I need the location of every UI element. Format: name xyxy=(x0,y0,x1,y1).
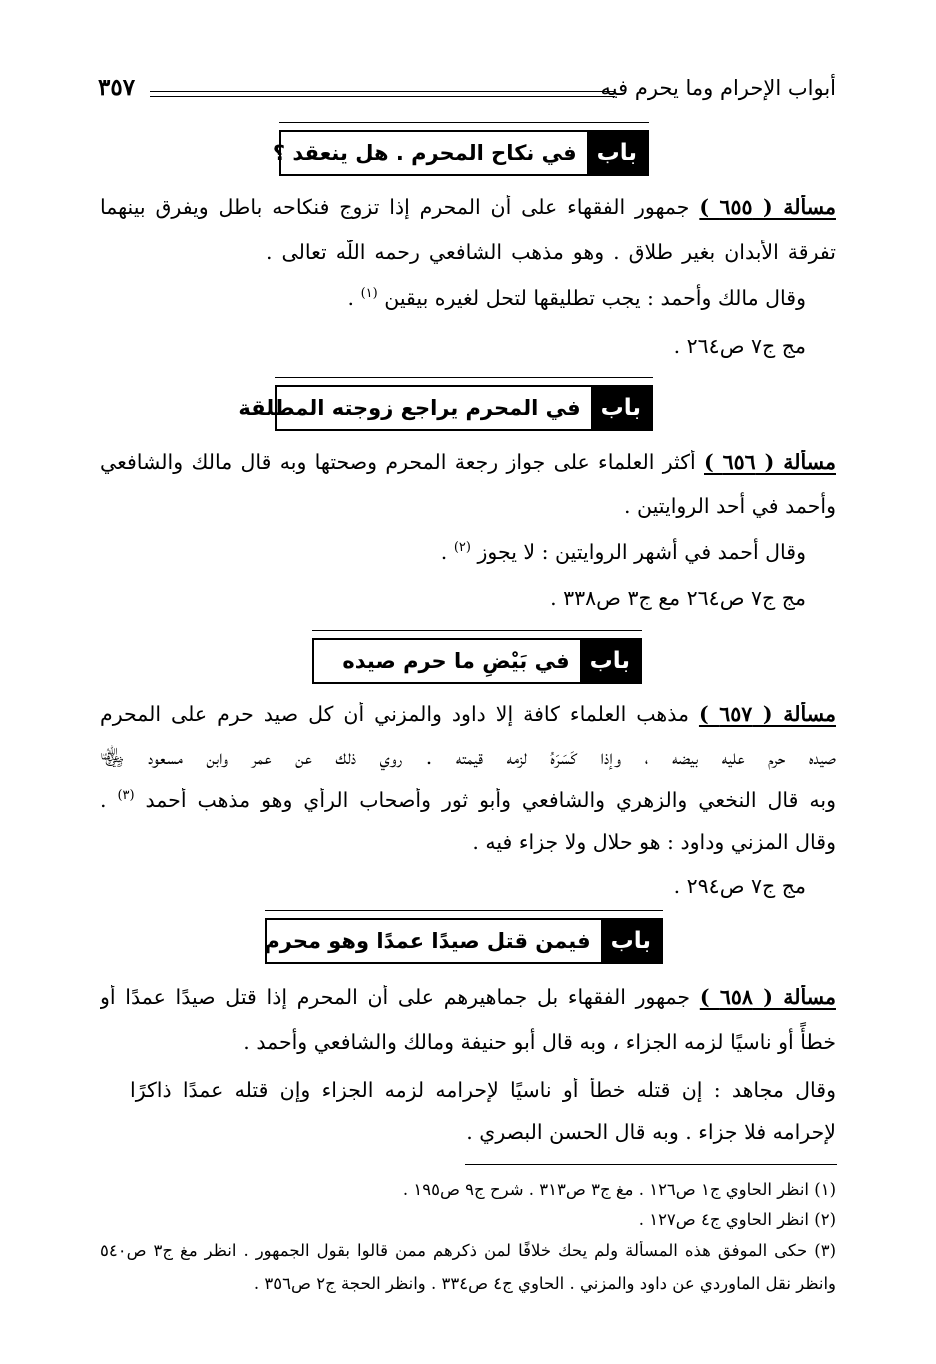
period: . xyxy=(440,540,448,564)
page-number: ٣٥٧ xyxy=(98,74,136,101)
text-segment: وقال أحمد في أشهر الروايتين : لا يجوز xyxy=(477,540,806,564)
chapter-heading-1 xyxy=(272,130,649,176)
masala-line xyxy=(100,195,836,229)
text-segment: مذهب العلماء كافة إلا داود والمزني أن كل صيد حرم على المحرم xyxy=(100,702,689,726)
masala-number: مسألة ( ٦٥٦ ) xyxy=(704,450,836,474)
text-line: تفرقة الأبدان بغير طلاق . وهو مذهب الشافعي رحمه اللّٰه تعالى . xyxy=(266,240,836,264)
chapter-title: في نكاح المحرم . هل ينعقد ؟ xyxy=(272,141,577,165)
chapter-label: باب xyxy=(601,920,661,962)
chapter-heading-box xyxy=(272,130,649,176)
chapter-heading-4 xyxy=(265,918,663,964)
chapter-title: في بَيْضِ ما حرم صيده xyxy=(342,649,570,673)
chapter-heading-3 xyxy=(312,638,642,684)
chapter-heading-rule xyxy=(275,377,653,378)
text-line xyxy=(100,788,836,822)
chapter-heading-2 xyxy=(238,385,653,431)
source-reference: مج ج٧ ص٢٦٤ . xyxy=(673,334,806,358)
text-segment: جمهور الفقهاء على أن المحرم إذا تزوج فنكاحه باطل ويفرق بينهما xyxy=(100,195,690,219)
text-line: لإحرامه فلا جزاء . وبه قال الحسن البصري . xyxy=(466,1120,836,1144)
chapter-title: فيمن قتل صيدًا عمدًا وهو محرم xyxy=(264,929,591,953)
footnote-2: (٢) انظر الحاوي ج٤ ص١٢٧ . xyxy=(638,1210,836,1229)
footnote-1: (١) انظر الحاوي ج١ ص١٢٦ . مغ ج٣ ص٣١٣ . شرح ج٩ ص١٩٥ . xyxy=(402,1180,836,1199)
footnote-separator xyxy=(465,1164,837,1165)
source-reference: مج ج٧ ص٢٦٤ مع ج٣ ص٣٣٨ . xyxy=(550,586,806,610)
text-segment: أكثر العلماء على جواز رجعة المحرم وصحتها وبه قال مالك والشافعي xyxy=(100,450,696,474)
text-segment: وبه قال النخعي والزهري والشافعي وأبو ثور وأصحاب الرأي وهو مذهب أحمد xyxy=(145,788,836,812)
chapter-heading-rule xyxy=(265,910,663,911)
text-line: وقال المزني وداود : هو حلال ولا جزاء فيه . xyxy=(472,830,836,854)
chapter-label: باب xyxy=(587,132,647,174)
masala-line xyxy=(100,702,836,736)
masala-line xyxy=(100,450,836,484)
text-line: خطأً أو ناسيًا لزمه الجزاء ، وبه قال أبو حنيفة ومالك والشافعي وأحمد . xyxy=(243,1030,836,1054)
masala-line xyxy=(100,985,836,1019)
footnote-ref: (١) xyxy=(360,286,378,302)
text-line: صيده حرم عليه بيضه ، وإذا كَسَرَهُ لزمه قيمته . روي ذلك عن عمر وابن مسعود ﵄ xyxy=(100,745,836,769)
footnote-3: (٣) حكى الموفق هذه المسألة ولم يحك خلافًا لمن ذكرهم ممن قالوا بقول الجمهور . انظر مغ ج٣ ص٥٤٠ xyxy=(100,1241,836,1260)
chapter-heading-box xyxy=(265,918,663,964)
chapter-label: باب xyxy=(580,640,640,682)
running-header-title: أبواب الإحرام وما يحرم فيه xyxy=(600,76,836,100)
text-segment: جمهور الفقهاء بل جماهيرهم على أن المحرم إذا قتل صيدًا عمدًا أو xyxy=(100,985,691,1009)
source-reference: مج ج٧ ص٢٩٤ . xyxy=(673,874,806,898)
text-line xyxy=(348,286,807,310)
text-line: وقال مجاهد : إن قتله خطأً أو ناسيًا لإحرامه لزمه الجزاء وإن قتله عمدًا ذاكرًا xyxy=(130,1078,836,1102)
masala-number: مسألة ( ٦٥٥ ) xyxy=(699,195,836,219)
chapter-heading-rule xyxy=(312,630,642,631)
period: . xyxy=(347,286,355,310)
chapter-title: في المحرم يراجع زوجته المطلقة xyxy=(238,396,581,420)
text-line: وأحمد في أحد الروايتين . xyxy=(623,494,836,518)
chapter-label: باب xyxy=(591,387,651,429)
text-line xyxy=(441,540,806,564)
footnote-3-continued: وانظر نقل الماوردي عن داود والمزني . الحاوي ج٤ ص٣٣٤ . وانظر الحجة ج٢ ص٣٥٦ . xyxy=(253,1274,836,1293)
header-double-rule xyxy=(150,91,615,97)
chapter-heading-box xyxy=(312,638,642,684)
masala-number: مسألة ( ٦٥٧ ) xyxy=(698,702,836,726)
text-segment: وقال مالك وأحمد : يجب تطليقها لتحل لغيره بيقين xyxy=(384,286,806,310)
footnote-ref: (٢) xyxy=(453,540,471,556)
chapter-heading-rule xyxy=(279,122,649,123)
masala-number: مسألة ( ٦٥٨ ) xyxy=(699,985,836,1009)
period: . xyxy=(100,788,107,812)
footnote-ref: (٣) xyxy=(117,788,135,804)
chapter-heading-box xyxy=(238,385,653,431)
